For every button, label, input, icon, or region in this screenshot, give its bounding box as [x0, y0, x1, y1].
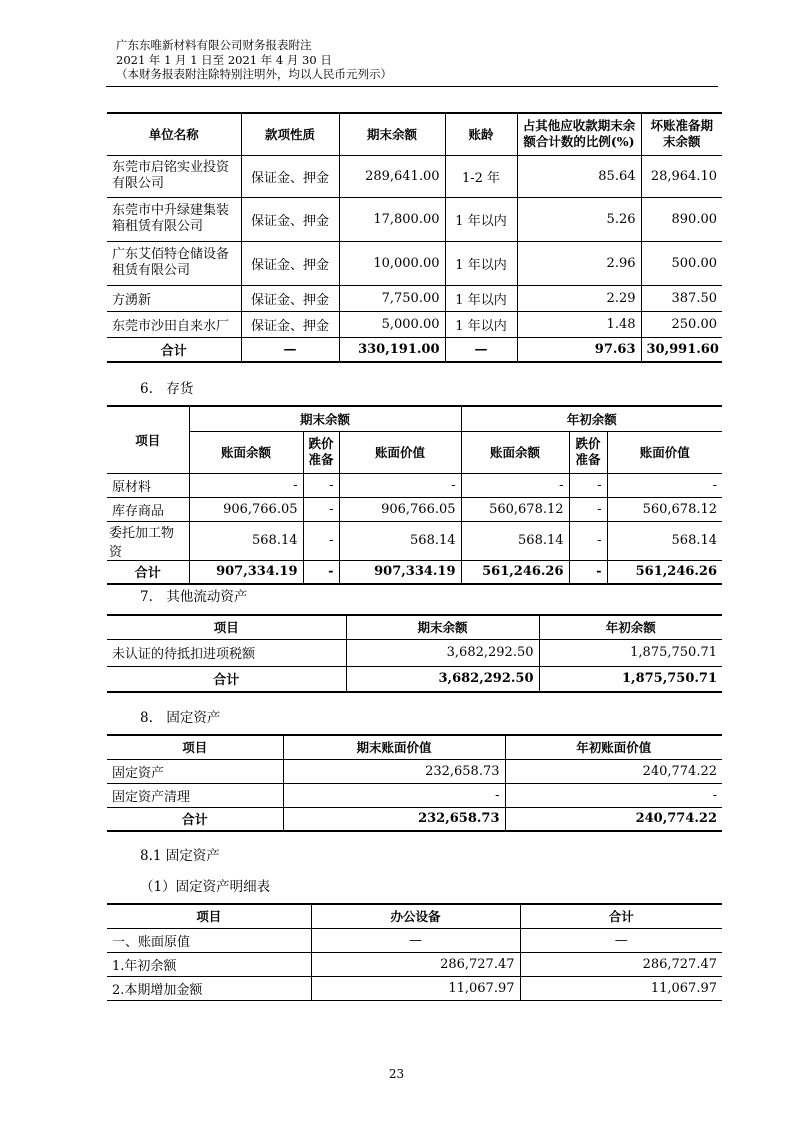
cell: -	[569, 521, 607, 560]
table-row	[107, 976, 722, 1000]
col-header: 账面价值	[607, 431, 722, 473]
cell: 30,991.60	[641, 337, 722, 362]
cell: 17,800.00	[339, 197, 445, 241]
cell: -	[303, 560, 339, 584]
col-header: 项目	[107, 615, 346, 639]
col-header: 期末余额	[346, 615, 539, 639]
cell: -	[339, 473, 461, 497]
cell: 286,727.47	[520, 952, 722, 976]
col-header: 单位名称	[107, 113, 241, 155]
cell: 250.00	[641, 311, 722, 337]
table-row	[107, 155, 722, 197]
col-header: 账面价值	[339, 431, 461, 473]
cell: 1 年以内	[445, 285, 517, 311]
cell: 原材料	[107, 473, 189, 497]
cell: 合计	[107, 560, 189, 584]
cell: 10,000.00	[339, 241, 445, 285]
cell: 240,774.22	[505, 807, 722, 831]
cell: 286,727.47	[311, 952, 520, 976]
subsection-title-fixed-assets: 8.1 固定资产	[140, 848, 220, 864]
cell: -	[569, 473, 607, 497]
cell: 907,334.19	[189, 560, 303, 584]
inventory-table	[107, 405, 722, 585]
table-header-row	[107, 615, 722, 639]
cell: -	[607, 473, 722, 497]
table-row	[107, 639, 722, 666]
cell: 库存商品	[107, 497, 189, 521]
col-header: 项目	[107, 406, 189, 473]
fixed-assets-table	[107, 734, 722, 832]
cell: 1 年以内	[445, 311, 517, 337]
cell: 568.14	[461, 521, 569, 560]
cell: -	[303, 521, 339, 560]
table-row	[107, 759, 722, 783]
cell: 85.64	[517, 155, 641, 197]
cell: 一、账面原值	[107, 928, 311, 952]
cell: 7,750.00	[339, 285, 445, 311]
cell: 5.26	[517, 197, 641, 241]
table-row	[107, 497, 722, 521]
cell: 907,334.19	[339, 560, 461, 584]
cell: 906,766.05	[189, 497, 303, 521]
cell: -	[461, 473, 569, 497]
table-header-row	[107, 113, 722, 155]
cell: 561,246.26	[461, 560, 569, 584]
cell: 未认证的待抵扣进项税额	[107, 639, 346, 666]
table-header-row	[107, 406, 722, 431]
table-row	[107, 285, 722, 311]
col-header: 合计	[520, 904, 722, 928]
total-row	[107, 337, 722, 362]
col-header: 账龄	[445, 113, 517, 155]
cell: 560,678.12	[461, 497, 569, 521]
table-row	[107, 197, 722, 241]
cell: 保证金、押金	[241, 197, 339, 241]
cell: 保证金、押金	[241, 311, 339, 337]
subsection-title-fixed-assets-detail: （1）固定资产明细表	[140, 879, 271, 895]
total-row	[107, 666, 722, 692]
section-title-fixed-assets: 8. 固定资产	[140, 710, 221, 726]
col-header: 年初余额	[539, 615, 722, 639]
cell: 东莞市中升绿建集装箱租赁有限公司	[107, 197, 241, 241]
section-title-inventory: 6. 存货	[140, 381, 194, 397]
cell: 1 年以内	[445, 197, 517, 241]
cell: 5,000.00	[339, 311, 445, 337]
table-row	[107, 952, 722, 976]
cell: 500.00	[641, 241, 722, 285]
cell: —	[520, 928, 722, 952]
table-row	[107, 783, 722, 807]
col-header: 期末余额	[339, 113, 445, 155]
cell: 232,658.73	[283, 807, 505, 831]
cell: -	[303, 473, 339, 497]
col-header: 年初账面价值	[505, 735, 722, 759]
cell: 保证金、押金	[241, 155, 339, 197]
cell: 1 年以内	[445, 241, 517, 285]
col-header: 办公设备	[311, 904, 520, 928]
cell: 387.50	[641, 285, 722, 311]
cell: 东莞市启铭实业投资有限公司	[107, 155, 241, 197]
cell: 11,067.97	[311, 976, 520, 1000]
cell: 3,682,292.50	[346, 639, 539, 666]
cell: 合计	[107, 666, 346, 692]
col-header: 款项性质	[241, 113, 339, 155]
other-current-assets-table	[107, 614, 722, 693]
fixed-assets-detail-table	[107, 903, 722, 1001]
cell: 固定资产	[107, 759, 283, 783]
table-header-row	[107, 904, 722, 928]
col-header: 账面余额	[461, 431, 569, 473]
cell: 560,678.12	[607, 497, 722, 521]
cell: 232,658.73	[283, 759, 505, 783]
cell: 2.29	[517, 285, 641, 311]
table-row	[107, 521, 722, 560]
total-row	[107, 560, 722, 584]
cell: 合计	[107, 337, 241, 362]
cell: -	[283, 783, 505, 807]
cell: 2.96	[517, 241, 641, 285]
cell: 委托加工物资	[107, 521, 189, 560]
section-title-other-current-assets: 7. 其他流动资产	[140, 589, 248, 605]
cell: 保证金、押金	[241, 285, 339, 311]
cell: 568.14	[189, 521, 303, 560]
col-header: 跌价准备	[303, 431, 339, 473]
cell: 方湧新	[107, 285, 241, 311]
cell: —	[445, 337, 517, 362]
table-row	[107, 241, 722, 285]
cell: 289,641.00	[339, 155, 445, 197]
col-header: 跌价准备	[569, 431, 607, 473]
col-header: 账面余额	[189, 431, 303, 473]
currency-note: （本财务报表附注除特别注明外，均以人民币元列示）	[116, 67, 392, 81]
header-rule	[106, 86, 718, 87]
cell: 561,246.26	[607, 560, 722, 584]
cell: 合计	[107, 807, 283, 831]
cell: 330,191.00	[339, 337, 445, 362]
cell: 2.本期增加金额	[107, 976, 311, 1000]
table-row	[107, 311, 722, 337]
col-header: 期末余额	[189, 406, 461, 431]
cell: 568.14	[339, 521, 461, 560]
period-line: 2021 年 1 月 1 日至 2021 年 4 月 30 日	[116, 52, 332, 67]
cell: 97.63	[517, 337, 641, 362]
table-subheader-row	[107, 431, 722, 473]
col-header: 坏账准备期末余额	[641, 113, 722, 155]
cell: 固定资产清理	[107, 783, 283, 807]
cell: 3,682,292.50	[346, 666, 539, 692]
other-receivables-table	[107, 112, 722, 363]
cell: 1-2 年	[445, 155, 517, 197]
col-header: 项目	[107, 735, 283, 759]
cell: -	[569, 560, 607, 584]
cell: 240,774.22	[505, 759, 722, 783]
cell: —	[241, 337, 339, 362]
cell: 1,875,750.71	[539, 666, 722, 692]
cell: -	[505, 783, 722, 807]
cell: 保证金、押金	[241, 241, 339, 285]
cell: 1.年初余额	[107, 952, 311, 976]
col-header: 占其他应收款期末余额合计数的比例(%)	[517, 113, 641, 155]
page-header	[116, 38, 392, 82]
cell: 28,964.10	[641, 155, 722, 197]
cell: -	[189, 473, 303, 497]
cell: 906,766.05	[339, 497, 461, 521]
col-header: 项目	[107, 904, 311, 928]
cell: -	[569, 497, 607, 521]
cell: 1,875,750.71	[539, 639, 722, 666]
page-number: 23	[388, 1067, 405, 1081]
col-header: 期末账面价值	[283, 735, 505, 759]
cell: 568.14	[607, 521, 722, 560]
cell: 11,067.97	[520, 976, 722, 1000]
total-row	[107, 807, 722, 831]
cell: —	[311, 928, 520, 952]
table-header-row	[107, 735, 722, 759]
company-title: 广东东唯新材料有限公司财务报表附注	[116, 38, 312, 52]
table-row	[107, 473, 722, 497]
col-header: 年初余额	[461, 406, 722, 431]
cell: 东莞市沙田自来水厂	[107, 311, 241, 337]
cell: 890.00	[641, 197, 722, 241]
table-row	[107, 928, 722, 952]
cell: 1.48	[517, 311, 641, 337]
cell: 广东艾佰特仓储设备租赁有限公司	[107, 241, 241, 285]
cell: -	[303, 497, 339, 521]
